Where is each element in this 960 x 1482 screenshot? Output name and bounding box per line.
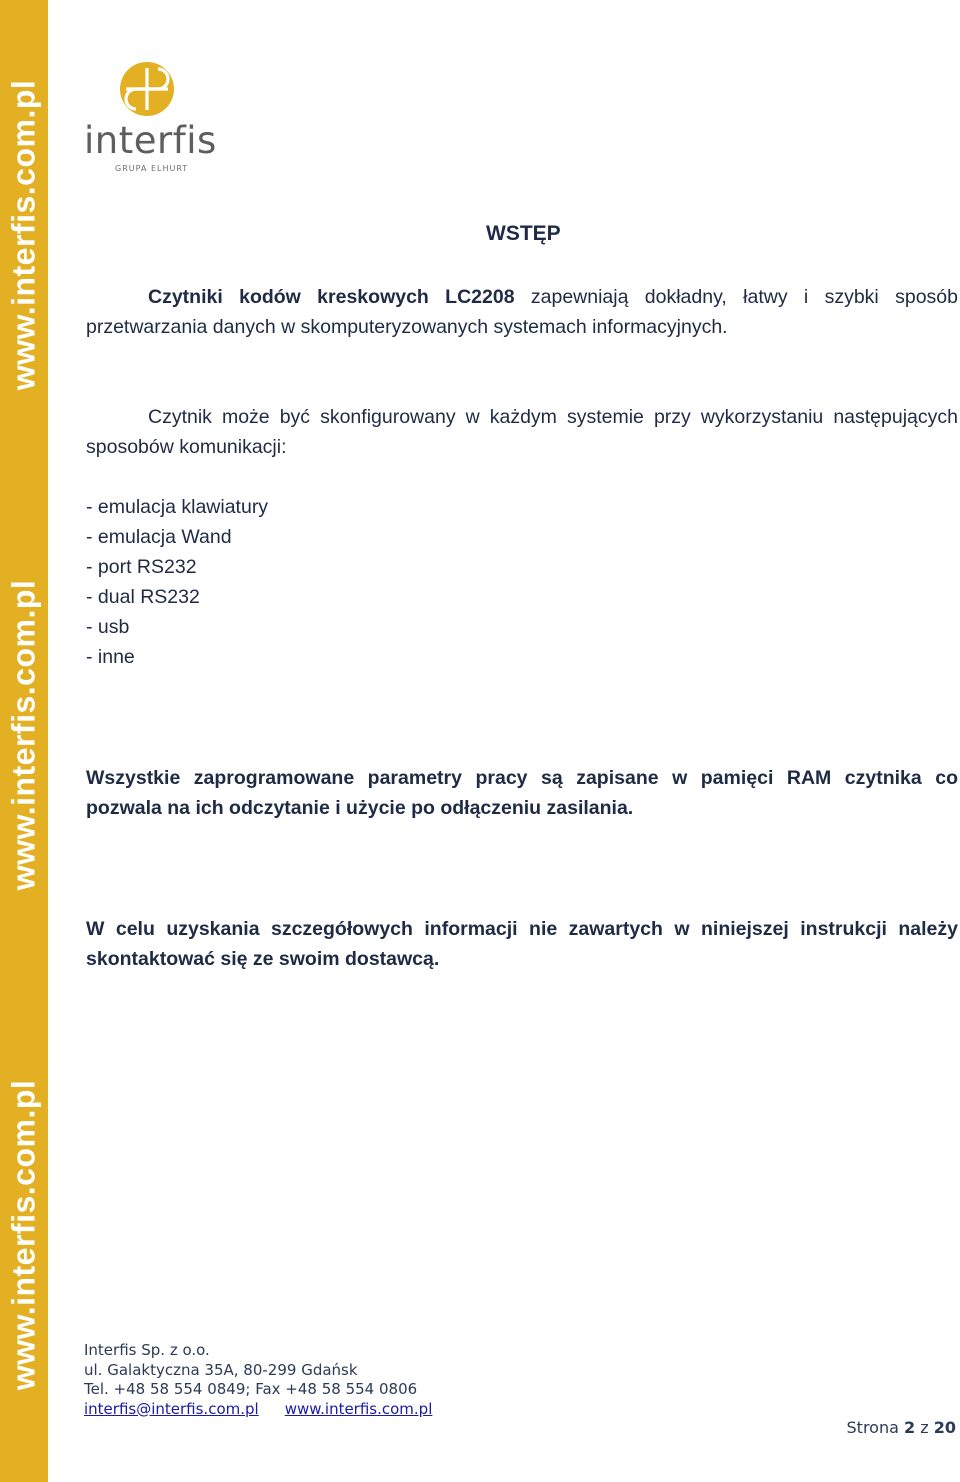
page-separator: z xyxy=(920,1418,929,1437)
footer-email-link[interactable]: interfis@interfis.com.pl xyxy=(84,1399,259,1418)
logo-wordmark: interfis xyxy=(84,119,217,162)
sidebar-stripe: www.interfis.com.pl www.interfis.com.pl www.interfis.com.pl xyxy=(0,0,48,1482)
intro-text: zapewniają dokładny, łatwy i szybki sposób przetwarzania danych w skomputeryzowanych systemach informacyjnych. xyxy=(86,286,958,338)
list-item: - usb xyxy=(86,616,130,638)
page-prefix: Strona xyxy=(846,1418,899,1437)
comm-methods-list xyxy=(86,492,268,672)
page-number xyxy=(847,1418,956,1437)
list-item: - emulacja Wand xyxy=(86,526,232,548)
footer-phone: Tel. +48 58 554 0849; Fax +48 58 554 0806 xyxy=(84,1380,418,1398)
footer-website-link[interactable]: www.interfis.com.pl xyxy=(284,1399,433,1418)
logo-mark-icon xyxy=(118,60,176,118)
footer-address: ul. Galaktyczna 35A, 80-299 Gdańsk xyxy=(84,1360,358,1379)
list-item: - port RS232 xyxy=(86,556,197,578)
page-current: 2 xyxy=(904,1418,916,1437)
product-name: Czytniki kodów kreskowych LC2208 xyxy=(148,286,515,308)
footer-contact xyxy=(84,1341,432,1419)
logo-subtitle: GRUPA ELHURT xyxy=(115,164,189,173)
intro-paragraph xyxy=(86,282,958,342)
page-total: 20 xyxy=(933,1418,956,1437)
config-paragraph: Czytnik może być skonfigurowany w każdym systemie przy wykorzystaniu następujących sposobów komunikacji: xyxy=(86,406,958,458)
list-item: - dual RS232 xyxy=(86,586,200,608)
page-title: WSTĘP xyxy=(486,222,561,245)
interfis-logo xyxy=(84,58,224,178)
list-item: - inne xyxy=(86,646,135,668)
list-item: - emulacja klawiatury xyxy=(86,496,269,518)
footer-company: Interfis Sp. z o.o. xyxy=(84,1341,210,1359)
memory-paragraph: Wszystkie zaprogramowane parametry pracy są zapisane w pamięci RAM czytnika co pozwala na ich odczytanie i użycie po odłączeniu zasilania. xyxy=(86,767,958,819)
contact-paragraph: W celu uzyskania szczegółowych informacji nie zawartych w niniejszej instrukcji należy skontaktować się ze swoim dostawcą. xyxy=(86,918,958,970)
